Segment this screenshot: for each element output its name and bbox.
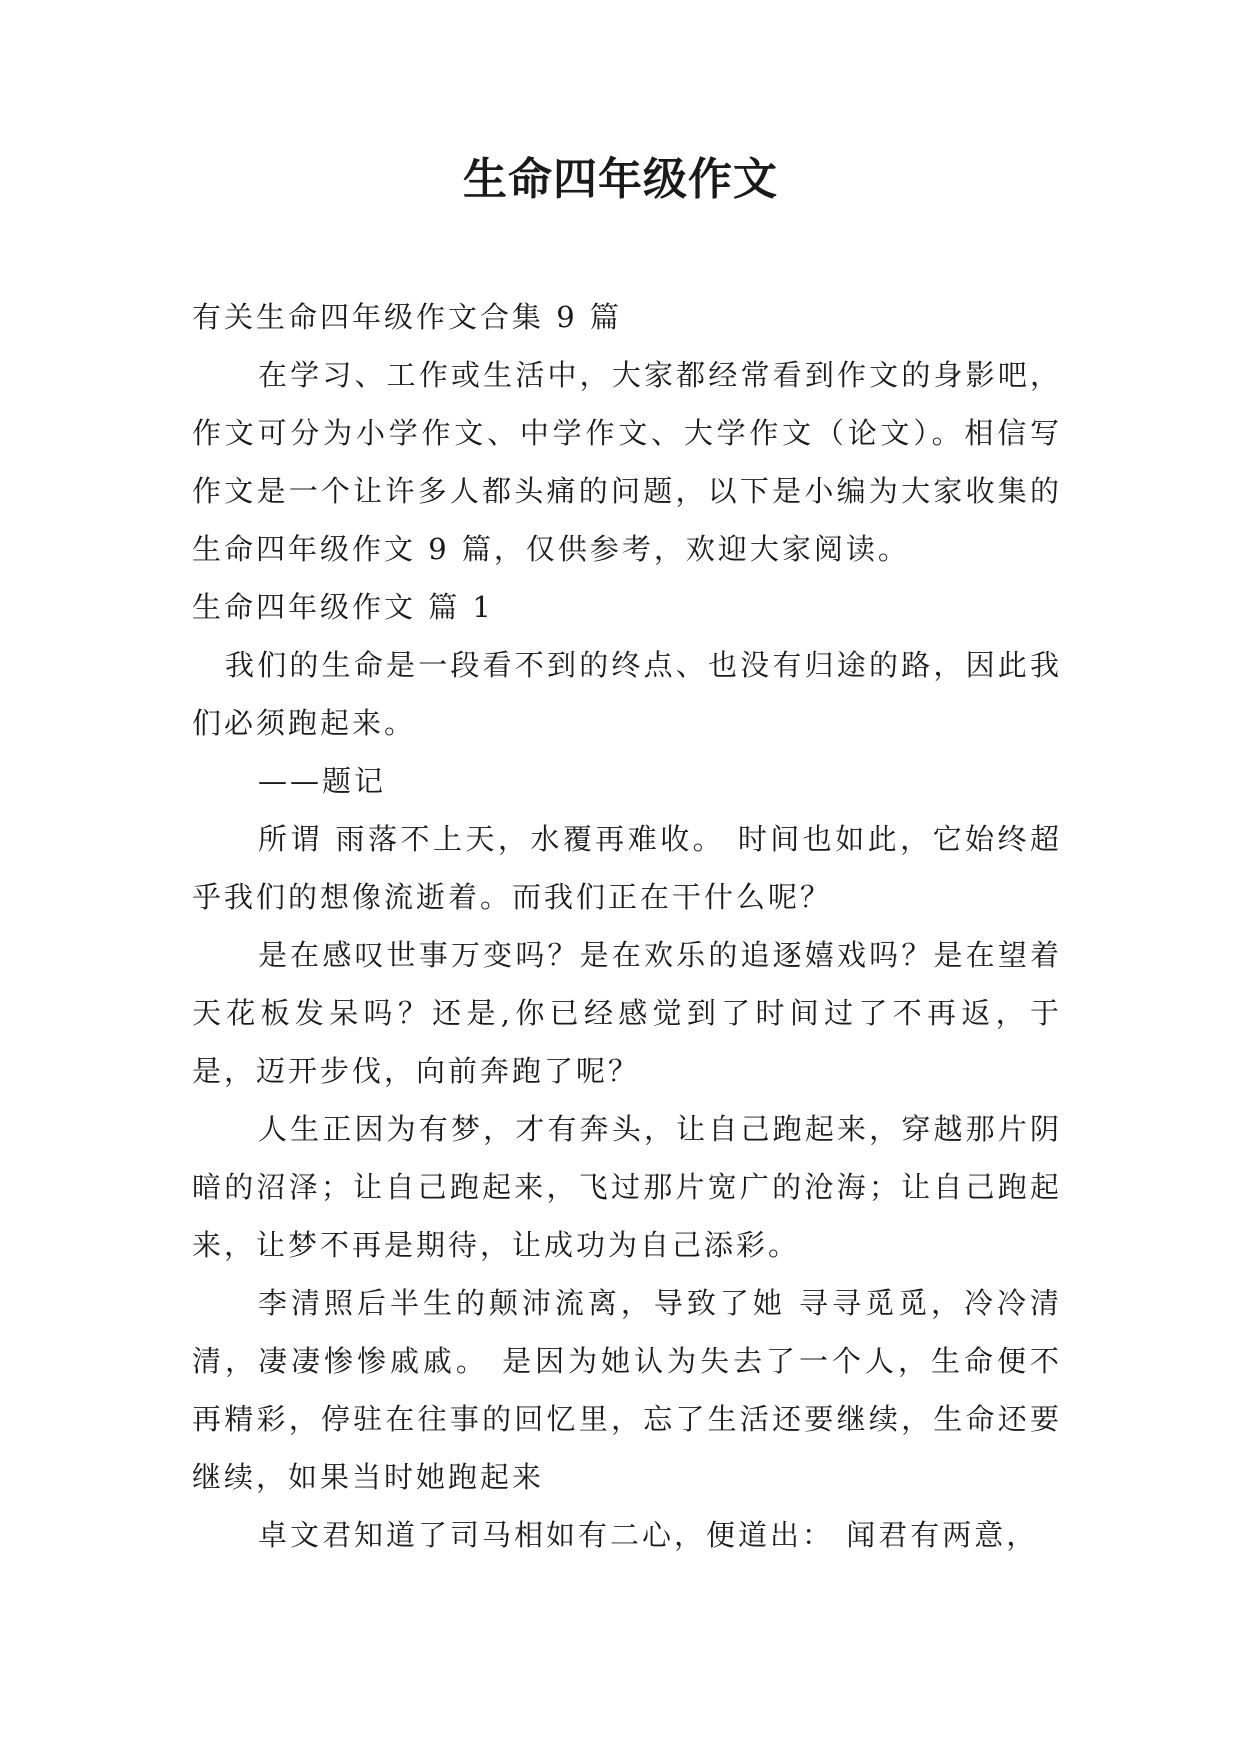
paragraph-intro: 在学习、工作或生活中，大家都经常看到作文的身影吧，作文可分为小学作文、中学作文、大学作文（论文）。相信写作文是一个让许多人都头痛的问题，以下是小编为大家收集的生命四年级作文 9 篇，仅供参考，欢迎大家阅读。 — [192, 358, 1062, 566]
paragraph-body: 卓文君知道了司马相如有二心，便道出： 闻君有两意， — [258, 1518, 1039, 1552]
paragraph-body: 人生正因为有梦，才有奔头，让自己跑起来，穿越那片阴暗的沼泽；让自己跑起来，飞过那片宽广的沧海；让自己跑起来，让梦不再是期待，让成功为自己添彩。 — [192, 1112, 1062, 1262]
paragraph-opening: 我们的生命是一段看不到的终点、也没有归途的路，因此我们必须跑起来。 — [192, 648, 1062, 740]
paragraph-epigraph-note: ——题记 — [258, 764, 387, 798]
document-title: 生命四年级作文 — [463, 154, 778, 205]
paragraph-section-heading: 生命四年级作文 篇 1 — [192, 590, 494, 624]
paragraph-body: 李清照后半生的颠沛流离，导致了她 寻寻觅觅，冷冷清清，凄凄惨惨戚戚。 是因为她认为失去了一个人，生命便不再精彩，停驻在往事的回忆里，忘了生活还要继续，生命还要继续，如果当时她跑起来 — [192, 1286, 1062, 1494]
paragraph-body: 是在感叹世事万变吗？是在欢乐的追逐嬉戏吗？是在望着天花板发呆吗？还是,你已经感觉到了时间过了不再返，于是，迈开步伐，向前奔跑了呢？ — [192, 938, 1062, 1088]
paragraph-body: 所谓 雨落不上天，水覆再难收。 时间也如此，它始终超乎我们的想像流逝着。而我们正在干什么呢？ — [192, 822, 1062, 914]
paragraph-heading-collection: 有关生命四年级作文合集 9 篇 — [192, 300, 622, 334]
document-body — [192, 288, 1062, 1564]
